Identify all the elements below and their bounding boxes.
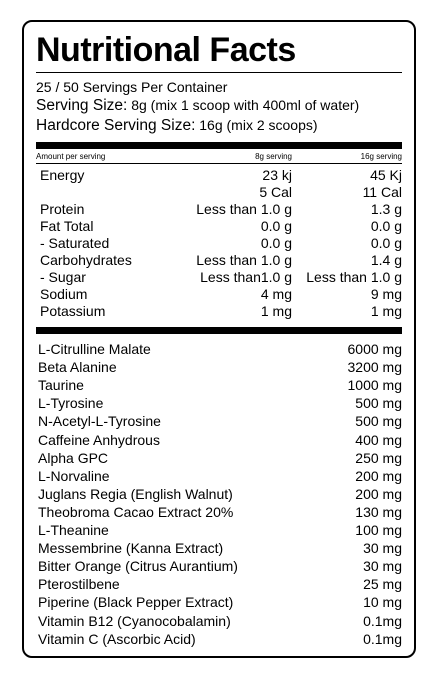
nutrition-label xyxy=(22,20,416,658)
nutrient-row xyxy=(36,184,402,201)
ingredient-row xyxy=(36,449,402,467)
nutrient-value-16g: 11 Cal xyxy=(362,184,402,200)
nutrient-name: - Saturated xyxy=(40,235,110,251)
ingredient-amount: 500 mg xyxy=(355,413,402,430)
ingredient-row xyxy=(36,539,402,557)
ingredient-amount: 6000 mg xyxy=(347,341,402,357)
ingredient-row xyxy=(36,557,402,575)
ingredient-amount: 1000 mg xyxy=(347,377,402,394)
ingredient-name: Piperine (Black Pepper Extract) xyxy=(38,594,234,611)
ingredient-row xyxy=(36,431,402,449)
ingredient-row xyxy=(36,485,402,503)
nutrient-value-16g: 9 mg xyxy=(370,286,402,302)
ingredient-name: N-Acetyl-L-Tyrosine xyxy=(38,413,161,430)
ingredient-row xyxy=(36,630,402,648)
nutrient-name: Potassium xyxy=(40,303,106,319)
nutrient-name: Carbohydrates xyxy=(40,252,132,268)
nutrient-value-8g: Less than 1.0 g xyxy=(196,252,292,268)
header-divider xyxy=(36,163,402,164)
ingredient-name: Pterostilbene xyxy=(38,576,120,593)
ingredient-name: Vitamin B12 (Cyanocobalamin) xyxy=(38,612,231,629)
nutrient-value-16g: 0.0 g xyxy=(370,235,402,251)
ingredient-amount: 30 mg xyxy=(363,540,402,557)
ingredient-row xyxy=(36,503,402,521)
ingredient-row xyxy=(36,412,402,430)
ingredient-name: Caffeine Anhydrous xyxy=(38,431,160,448)
nutrient-row xyxy=(36,286,402,303)
col-16g-header: 16g serving xyxy=(360,152,402,161)
servings-per-container: 25 / 50 Servings Per Container xyxy=(36,79,228,95)
nutrient-row xyxy=(36,201,402,218)
ingredient-name: L-Theanine xyxy=(38,522,109,538)
nutrient-value-8g: Less than1.0 g xyxy=(200,269,292,285)
nutrient-name: Sodium xyxy=(40,286,88,302)
ingredient-row xyxy=(36,340,402,358)
nutrient-value-8g: Less than 1.0 g xyxy=(196,201,292,217)
nutrient-value-16g: 1.3 g xyxy=(370,201,402,217)
thick-divider-middle xyxy=(36,327,402,334)
nutrient-name: Fat Total xyxy=(40,218,94,234)
ingredient-amount: 0.1mg xyxy=(363,630,402,647)
ingredient-row xyxy=(36,521,402,539)
ingredient-name: Vitamin C (Ascorbic Acid) xyxy=(38,630,196,647)
nutrient-row xyxy=(36,235,402,252)
nutrient-value-16g: 45 Kj xyxy=(370,167,402,183)
nutrient-row xyxy=(36,269,402,286)
ingredient-amount: 25 mg xyxy=(363,576,402,593)
hardcore-serving-value: 16g (mix 2 scoops) xyxy=(199,117,318,133)
nutrient-value-8g: 4 mg xyxy=(260,286,292,302)
ingredient-amount: 400 mg xyxy=(355,431,402,448)
ingredient-row xyxy=(36,593,402,611)
nutrient-value-8g: 23 kj xyxy=(262,167,292,183)
nutrient-row xyxy=(36,303,402,320)
ingredient-row xyxy=(36,575,402,593)
ingredient-row xyxy=(36,467,402,485)
nutrient-row xyxy=(36,252,402,269)
serving-size xyxy=(36,97,359,114)
nutrient-value-16g: Less than 1.0 g xyxy=(306,269,402,285)
ingredient-name: Taurine xyxy=(38,377,84,394)
label-title: Nutritional Facts xyxy=(36,31,296,69)
nutrient-value-8g: 0.0 g xyxy=(260,218,292,234)
ingredient-row xyxy=(36,612,402,630)
nutrient-value-8g: 0.0 g xyxy=(260,235,292,251)
nutrient-value-16g: 1.4 g xyxy=(370,252,402,268)
ingredient-name: Bitter Orange (Citrus Aurantium) xyxy=(38,558,238,575)
serving-size-value: 8g (mix 1 scoop with 400ml of water) xyxy=(131,97,360,113)
nutrient-name: Energy xyxy=(40,167,85,183)
nutrient-row xyxy=(36,218,402,235)
ingredient-amount: 10 mg xyxy=(363,594,402,611)
ingredient-amount: 30 mg xyxy=(363,558,402,575)
ingredient-name: Alpha GPC xyxy=(38,449,109,466)
nutrient-row xyxy=(36,167,402,184)
nutrient-value-8g: 1 mg xyxy=(260,303,292,319)
hardcore-serving-label: Hardcore Serving Size: xyxy=(36,117,196,134)
amount-per-serving-header: Amount per serving xyxy=(36,152,106,161)
ingredient-amount: 200 mg xyxy=(355,485,402,502)
ingredient-name: L-Tyrosine xyxy=(38,395,104,412)
nutrient-value-8g: 5 Cal xyxy=(259,184,292,200)
ingredient-name: L-Citrulline Malate xyxy=(38,341,151,357)
col-8g-header: 8g serving xyxy=(255,152,292,161)
ingredient-amount: 0.1mg xyxy=(363,612,402,629)
ingredient-name: Theobroma Cacao Extract 20% xyxy=(38,503,234,520)
ingredient-row xyxy=(36,376,402,394)
ingredient-amount: 100 mg xyxy=(355,522,402,538)
ingredient-name: L-Norvaline xyxy=(38,467,110,484)
ingredient-amount: 250 mg xyxy=(355,449,402,466)
serving-size-label: Serving Size: xyxy=(36,97,128,114)
ingredient-amount: 130 mg xyxy=(355,503,402,520)
nutrient-name: Protein xyxy=(40,201,85,217)
ingredient-amount: 3200 mg xyxy=(347,359,402,376)
thick-divider-top xyxy=(36,142,402,149)
hardcore-serving-size xyxy=(36,117,318,134)
title-divider xyxy=(36,72,402,73)
ingredient-row xyxy=(36,358,402,376)
nutrient-name: - Sugar xyxy=(40,269,86,285)
ingredient-row xyxy=(36,394,402,412)
ingredient-name: Messembrine (Kanna Extract) xyxy=(38,540,224,557)
ingredient-amount: 200 mg xyxy=(355,467,402,484)
ingredient-amount: 500 mg xyxy=(355,395,402,412)
ingredient-name: Beta Alanine xyxy=(38,359,117,376)
nutrient-value-16g: 1 mg xyxy=(370,303,402,319)
nutrient-value-16g: 0.0 g xyxy=(370,218,402,234)
ingredient-name: Juglans Regia (English Walnut) xyxy=(38,485,233,502)
